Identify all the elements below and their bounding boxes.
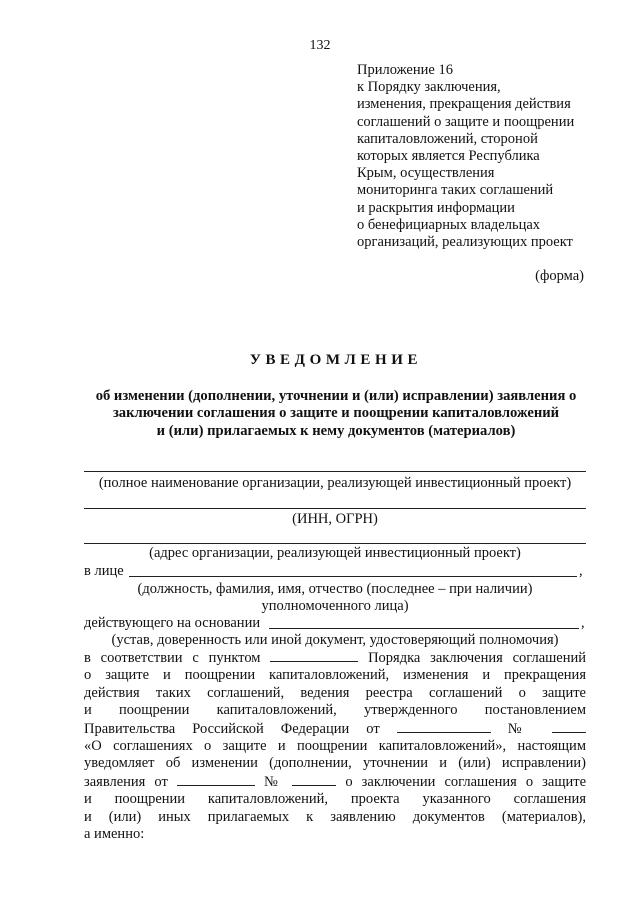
subtitle-line: заключении соглашения о защите и поощрении капиталовложений: [112, 405, 560, 422]
appendix-line: Крым, осуществления: [357, 165, 495, 182]
subtitle-line: об изменении (дополнении, уточнении и (или) исправлении) заявления о: [95, 388, 577, 404]
basis-prefix: действующего на основании: [84, 615, 261, 631]
resolution-date-field[interactable]: [397, 720, 491, 733]
inn-caption: (ИНН, ОГРН): [292, 511, 378, 527]
appendix-line: организаций, реализующих проект: [357, 234, 573, 251]
body-line: а именно:: [84, 826, 145, 843]
appendix-line: изменения, прекращения действия: [357, 96, 571, 113]
appendix-header: [357, 62, 574, 251]
clause-number-field[interactable]: [270, 649, 358, 662]
application-number-field[interactable]: [292, 773, 336, 786]
body-line: и поощрении капиталовложений, проекта указанного соглашения: [84, 791, 586, 808]
basis-comma: ,: [581, 615, 585, 631]
body-line: и (или) иных прилагаемых к заявлению документов (материалов),: [84, 808, 586, 825]
address-field-line[interactable]: [84, 543, 586, 544]
resolution-number-field[interactable]: [552, 720, 586, 733]
body-line: Правительства Российской Федерации от №: [84, 720, 586, 738]
body-line: действия таких соглашений, ведения реестра соглашений о защите: [84, 684, 586, 701]
body-line: и поощрении капиталовложений, утвержденного постановлением: [84, 702, 586, 719]
appendix-line: к Порядку заключения,: [357, 79, 501, 96]
application-date-field[interactable]: [177, 773, 255, 786]
body-paragraph: [84, 649, 586, 843]
person-prefix: в лице: [84, 563, 124, 579]
basis-caption: (устав, доверенность или иной документ, удостоверяющий полномочия): [111, 632, 559, 648]
org-name-field-line[interactable]: [84, 471, 586, 472]
person-field-line[interactable]: [129, 576, 577, 577]
appendix-line: Приложение 16: [357, 62, 453, 78]
appendix-line: которых является Республика: [357, 148, 540, 165]
document-subtitle: [80, 388, 592, 440]
person-caption-line1: (должность, фамилия, имя, отчество (последнее – при наличии): [137, 581, 533, 597]
appendix-line: мониторинга таких соглашений: [357, 182, 554, 199]
appendix-line: соглашений о защите и поощрении: [357, 113, 575, 130]
body-line: о защите и поощрении капиталовложений, изменения и прекращения: [84, 667, 586, 684]
org-name-caption: (полное наименование организации, реализующей инвестиционный проект): [98, 475, 572, 491]
body-line: в соответствии с пунктом Порядка заключения соглашений: [84, 650, 587, 666]
person-comma: ,: [579, 563, 583, 579]
inn-field-line[interactable]: [84, 508, 586, 509]
basis-field-line[interactable]: [269, 628, 579, 629]
person-caption-line2: уполномоченного лица): [261, 598, 409, 614]
body-line: заявления от № о заключении соглашения о защите: [84, 773, 587, 790]
document-title: УВЕДОМЛЕНИЕ: [249, 352, 423, 368]
address-caption: (адрес организации, реализующей инвестиционный проект): [149, 545, 521, 561]
appendix-line: и раскрытия информации: [357, 199, 515, 216]
body-line: «О соглашениях о защите и поощрении капиталовложений», настоящим: [84, 738, 586, 755]
subtitle-line: и (или) прилагаемых к нему документов (материалов): [156, 422, 516, 439]
appendix-line: капиталовложений, стороной: [357, 130, 538, 147]
form-label: (форма): [535, 268, 584, 284]
appendix-line: о бенефициарных владельцах: [357, 216, 541, 233]
page-number: 132: [309, 38, 331, 53]
body-line: уведомляет об изменении (дополнении, уточнении и (или) исправлении): [84, 755, 586, 772]
